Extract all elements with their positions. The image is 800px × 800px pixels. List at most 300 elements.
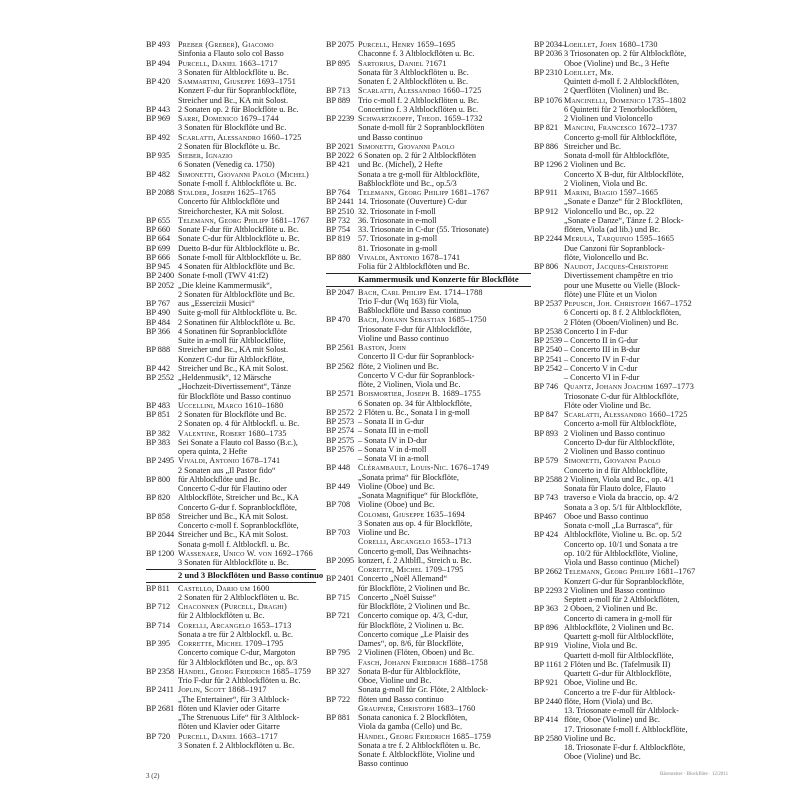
entry-text: Concerto op. 10/1 und Sonata a tre xyxy=(564,539,678,549)
entry-text: Suite g-moll für Altblockflöte u. Bc. xyxy=(178,308,297,318)
catalog-number xyxy=(326,179,358,188)
composer-heading xyxy=(326,288,531,297)
entry-text: 4 Sonatinen für Sopranblockflöte xyxy=(178,326,287,336)
catalog-number: BP 2495 xyxy=(146,456,175,466)
catalog-entry xyxy=(146,244,316,253)
composer-heading xyxy=(534,68,734,77)
entry-text: Sonaten f. 2 Altblockflöten u. Bc. xyxy=(358,77,469,86)
catalog-number xyxy=(534,632,564,641)
entry-text: 17. Triosonate f-moll f. Altblockflöte, xyxy=(564,724,688,734)
catalog-entry xyxy=(326,584,531,593)
catalog-entry xyxy=(534,114,734,123)
entry-text: Sartorius, Daniel ?1671 xyxy=(358,58,447,68)
catalog-number: BP 492 xyxy=(146,132,171,142)
entry-text: aus „Essercizii Musici“ xyxy=(178,299,255,308)
catalog-entry xyxy=(146,704,316,713)
catalog-number: BP 912 xyxy=(534,206,559,216)
composer-heading xyxy=(326,315,531,324)
entry-text: Concerto II C-dur für Sopranblock- xyxy=(358,352,475,362)
composer-heading xyxy=(534,410,734,419)
catalog-entry xyxy=(146,438,316,447)
catalog-number xyxy=(146,86,178,95)
composer-heading xyxy=(326,510,531,519)
catalog-entry xyxy=(534,133,734,142)
catalog-number: BP 969 xyxy=(146,114,171,123)
catalog-entry xyxy=(326,160,531,169)
catalog-number: BP 395 xyxy=(146,639,171,648)
composer-heading xyxy=(326,658,531,667)
catalog-number xyxy=(534,308,564,317)
entry-text: Quintett d-moll f. 2 Altblockflöten, xyxy=(564,77,680,86)
catalog-entry xyxy=(534,308,734,317)
catalog-number: BP 1076 xyxy=(534,95,563,105)
entry-text: 2 Oboen, 2 Violinen und Bc. xyxy=(564,604,658,614)
catalog-entry xyxy=(534,503,734,512)
entry-text: Concerto in d für Altblockflöte, xyxy=(564,465,668,475)
composer-heading xyxy=(146,133,316,142)
entry-text: Concerto V C-dur für Sopranblock- xyxy=(358,370,475,380)
entry-text: 3 Sonaten für Blockflöte und Bc. xyxy=(178,123,287,133)
entry-text: Sarri, Domenico 1679–1744 xyxy=(178,114,279,123)
catalog-number xyxy=(534,614,564,623)
composer-heading xyxy=(326,704,531,713)
entry-text: 2 Violinen (Flöten, Oboen) und Bc. xyxy=(358,648,475,658)
catalog-number: BP 708 xyxy=(326,500,351,510)
catalog-entry xyxy=(534,577,734,586)
catalog-entry xyxy=(146,382,316,391)
catalog-number xyxy=(534,466,564,475)
entry-text: 2 Querflöten (Violinen) und Bc. xyxy=(564,86,669,96)
entry-text: 2 Sonaten für Blockflöte u. Bc. xyxy=(178,141,281,151)
catalog-entry xyxy=(326,685,531,694)
catalog-number: BP 666 xyxy=(146,252,171,262)
catalog-entry xyxy=(326,371,531,380)
catalog-number: BP 699 xyxy=(146,243,171,253)
entry-text: Scarlatti, Alessandro 1660–1725 xyxy=(564,410,688,419)
catalog-entry xyxy=(146,466,316,475)
entry-text: 2 Violinen und Basso continuo xyxy=(564,428,665,438)
entry-text: Baßblockflöte und Bc., op.5/3 xyxy=(358,178,457,188)
catalog-number: BP 811 xyxy=(146,583,170,593)
catalog-entry xyxy=(326,426,531,435)
catalog-entry xyxy=(534,660,734,669)
catalog-entry xyxy=(534,725,734,734)
entry-text: 2 Violinen und Basso continuo xyxy=(564,585,665,595)
entry-text: flöte, 2 Violinen und Bc. xyxy=(358,361,439,371)
catalog-number xyxy=(326,704,358,713)
entry-text: flöte) une Flûte et un Violon xyxy=(564,289,657,299)
catalog-entry xyxy=(326,334,531,343)
catalog-entry xyxy=(146,530,316,539)
catalog-number: BP 858 xyxy=(146,511,171,521)
section-heading xyxy=(146,569,324,582)
catalog-number xyxy=(534,401,564,410)
entry-text: 36. Triosonate in e-moll xyxy=(358,215,437,225)
catalog-number xyxy=(326,602,358,611)
catalog-entry xyxy=(146,262,316,271)
entry-text: Sonata a tre g-moll für Altblockflöte, xyxy=(358,169,480,179)
entry-text: – Concerto IV in F-dur xyxy=(564,354,640,364)
catalog-number xyxy=(326,759,358,768)
catalog-number: BP 795 xyxy=(326,648,351,658)
entry-text: „Sonata Magnifique“ für Blockflöte, xyxy=(358,491,479,500)
entry-text: für Blockflöte, 2 Violinen und Bc. xyxy=(358,583,470,593)
composer-heading xyxy=(534,382,734,391)
entry-text: Bach, Johann Sebastian 1685–1750 xyxy=(358,315,487,325)
catalog-entry xyxy=(326,528,531,537)
catalog-entry xyxy=(534,179,734,188)
catalog-entry xyxy=(326,417,531,426)
catalog-entry xyxy=(326,593,531,602)
catalog-number: BP 893 xyxy=(534,428,559,438)
catalog-number xyxy=(534,179,564,188)
catalog-number: BP 743 xyxy=(534,493,559,503)
entry-text: Folia für 2 Altblockflöten und Bc. xyxy=(358,262,470,271)
entry-text: Trio F-dur für 2 Altblockflöten u. Bc. xyxy=(178,676,301,685)
catalog-entry xyxy=(326,68,531,77)
entry-text: Streicher und Bc., KA mit Solost. xyxy=(178,511,289,521)
catalog-entry xyxy=(534,364,734,373)
entry-text: Violoncello und Bc., op. 22 xyxy=(564,206,655,216)
entry-text: Violine und Basso continuo xyxy=(358,333,449,343)
entry-text: Sonata d-moll für Altblockflöte, xyxy=(564,151,670,160)
catalog-column-1 xyxy=(146,40,324,750)
composer-heading xyxy=(146,114,316,123)
entry-text: flöte, Violoncello und Bc. xyxy=(564,252,649,262)
composer-heading xyxy=(326,463,531,472)
catalog-number xyxy=(534,271,564,280)
catalog-number xyxy=(326,306,358,315)
catalog-number xyxy=(534,743,564,752)
composer-heading xyxy=(326,142,531,151)
catalog-number xyxy=(326,133,358,142)
catalog-entry xyxy=(534,438,734,447)
entry-text: flöten und Klavier oder Gitarre xyxy=(178,722,280,732)
entry-text: Graupner, Christoph 1683–1760 xyxy=(358,703,476,713)
composer-heading xyxy=(146,401,316,410)
entry-text: 2 Sonatinen für Altblockflöte u. Bc. xyxy=(178,317,296,327)
entry-text: Sei Sonate a Flauto col Basso (B.c.), xyxy=(178,437,298,447)
entry-text: Uccellini, Marco 1610–1680 xyxy=(178,400,284,410)
entry-text: flöten, Viola (ad lib.) und Bc. xyxy=(564,225,661,234)
entry-text: Corrette, Michel 1709–1795 xyxy=(358,565,464,574)
composer-heading xyxy=(326,732,531,741)
catalog-number: BP 2293 xyxy=(534,585,563,595)
catalog-entry xyxy=(326,676,531,685)
catalog-entry xyxy=(534,688,734,697)
catalog-number xyxy=(534,549,564,558)
catalog-number: BP 660 xyxy=(146,225,171,234)
entry-text: Loeillet, Mr. xyxy=(564,67,614,77)
entry-text: 4 Sonaten für Altblockflöte und Bc. xyxy=(178,262,295,271)
composer-heading xyxy=(146,639,316,648)
catalog-number: BP 921 xyxy=(534,678,559,688)
catalog-entry xyxy=(326,436,531,445)
catalog-entry xyxy=(534,586,734,595)
publisher-footer: Bärenreiter · Blockflöte · 12/2011 xyxy=(660,772,729,777)
catalog-entry xyxy=(326,207,531,216)
entry-text: Sinfonia a Flauto solo col Basso xyxy=(178,49,284,59)
catalog-number xyxy=(534,419,564,428)
entry-text: Castello, Dario um 1600 xyxy=(178,583,270,593)
entry-text: 13. Triosonate e-moll für Altblock- xyxy=(564,706,679,715)
catalog-entry xyxy=(534,318,734,327)
entry-text: – Sonata III in e-moll xyxy=(358,426,429,436)
catalog-number: BP 2044 xyxy=(146,530,175,540)
catalog-entry xyxy=(146,281,316,290)
entry-text: und Basso continuo xyxy=(358,132,423,142)
catalog-number: BP 2540 xyxy=(534,345,563,355)
catalog-entry xyxy=(326,611,531,620)
catalog-number: BP 2021 xyxy=(326,141,355,151)
entry-text: Purcell, Henry 1659–1695 xyxy=(358,40,456,49)
catalog-column-3 xyxy=(534,40,734,762)
entry-text: 14. Triosonate (Ouverture) C-dur xyxy=(358,197,467,207)
catalog-number: BP 847 xyxy=(534,410,559,419)
catalog-number xyxy=(534,595,564,604)
catalog-number: BP 2572 xyxy=(326,407,355,417)
catalog-number: BP 945 xyxy=(146,262,171,271)
entry-text: Vivaldi, Antonio 1678–1741 xyxy=(178,456,281,466)
catalog-entry xyxy=(146,593,316,602)
entry-text: „Die kleine Kammermusik“, xyxy=(178,280,272,290)
catalog-number xyxy=(534,253,564,262)
catalog-entry xyxy=(534,197,734,206)
entry-text: Concerto di camera in g-moll für xyxy=(564,613,672,623)
catalog-number: BP 881 xyxy=(326,713,351,722)
catalog-number: BP 2440 xyxy=(534,696,563,706)
entry-text: Altblockflöte, 2 Violinen und Bc. xyxy=(564,622,674,632)
catalog-entry xyxy=(326,750,531,759)
entry-text: für 3 Altblockflöten und Bc., op. 8/3 xyxy=(178,657,298,667)
entry-text: Viola und Basso continuo (Michel) xyxy=(564,558,680,567)
catalog-number xyxy=(326,105,358,114)
catalog-number xyxy=(534,725,564,734)
catalog-number xyxy=(326,750,358,759)
entry-text: Joplin, Scott 1868–1917 xyxy=(178,685,267,695)
catalog-number xyxy=(146,447,178,456)
catalog-entry xyxy=(326,454,531,463)
catalog-number xyxy=(534,133,564,142)
catalog-number xyxy=(534,86,564,95)
catalog-number xyxy=(534,651,564,660)
entry-text: – Sonata V in d-moll xyxy=(358,444,427,454)
catalog-number: BP 327 xyxy=(326,666,351,676)
entry-text: flöte, 2 Violinen, Viola und Bc. xyxy=(358,380,461,389)
entry-text: Concerto comique C-dur, Margoton xyxy=(178,648,296,658)
catalog-number: BP 935 xyxy=(146,151,171,160)
catalog-entry xyxy=(146,336,316,345)
catalog-number xyxy=(146,648,178,657)
catalog-entry xyxy=(534,466,734,475)
catalog-entry xyxy=(146,713,316,722)
catalog-entry xyxy=(326,380,531,389)
composer-heading xyxy=(146,732,316,741)
catalog-entry xyxy=(326,556,531,565)
composer-heading xyxy=(534,262,734,271)
catalog-number xyxy=(326,352,358,361)
entry-text: 2 Sonaten aus „Il Pastor fido“ xyxy=(178,465,276,475)
catalog-entry xyxy=(326,297,531,306)
catalog-number: BP 895 xyxy=(326,58,351,68)
composer-heading xyxy=(146,40,316,49)
catalog-entry xyxy=(326,96,531,105)
entry-text: Quartett G-dur für Altblockflöte, xyxy=(564,669,672,678)
entry-text: Pepusch, Joh. Christoph 1667–1752 xyxy=(564,299,692,308)
entry-text: Sonata B-dur für Altblockflöte, xyxy=(358,666,461,676)
catalog-number xyxy=(326,621,358,630)
catalog-number xyxy=(326,380,358,389)
catalog-number xyxy=(146,466,178,475)
catalog-number xyxy=(326,399,358,408)
catalog-number xyxy=(326,547,358,556)
catalog-number xyxy=(534,706,564,715)
catalog-entry xyxy=(146,123,316,132)
catalog-entry xyxy=(534,632,734,641)
catalog-number: BP 664 xyxy=(146,234,171,244)
composer-heading xyxy=(146,549,316,558)
composer-heading xyxy=(146,188,316,197)
entry-text: Sonate C-dur für Altblockflöte u. Bc. xyxy=(178,234,300,244)
catalog-entry xyxy=(326,408,531,417)
catalog-number xyxy=(146,96,178,105)
catalog-number: BP 2588 xyxy=(534,474,563,484)
catalog-entry xyxy=(534,281,734,290)
composer-heading xyxy=(146,602,316,611)
catalog-number xyxy=(146,336,178,345)
catalog-number: BP 482 xyxy=(146,169,171,179)
entry-text: 2 Violinen und Bc. xyxy=(564,160,626,170)
catalog-number: BP 2358 xyxy=(146,666,175,676)
catalog-entry xyxy=(146,447,316,456)
catalog-number: BP 722 xyxy=(326,694,351,704)
catalog-entry xyxy=(534,59,734,68)
entry-text: konzert, f. 2 Altblfl., Streich u. Bc. xyxy=(358,555,472,565)
catalog-number xyxy=(534,290,564,299)
catalog-number: BP 655 xyxy=(146,215,171,225)
entry-text: Sonate f-moll für Altblockflöte u. Bc. xyxy=(178,252,302,262)
catalog-entry xyxy=(146,345,316,354)
catalog-entry xyxy=(326,722,531,731)
entry-text: „Heldenmusik“, 12 Märsche xyxy=(178,373,272,382)
entry-text: Streicher und Bc. xyxy=(564,141,622,151)
entry-text: Sonate F-dur für Altblockflöte u. Bc. xyxy=(178,225,299,234)
entry-text: flöte, Oboe (Violine) und Bc. xyxy=(564,715,660,725)
catalog-entry xyxy=(326,695,531,704)
catalog-number: BP 2561 xyxy=(326,343,355,352)
catalog-number: BP 896 xyxy=(534,622,559,632)
catalog-entry xyxy=(534,512,734,521)
catalog-number: BP 889 xyxy=(326,95,351,105)
entry-text: Purcell, Daniel 1663–1717 xyxy=(178,58,278,68)
catalog-entry xyxy=(534,641,734,650)
entry-text: Triosonate F-dur für Altblockflöte, xyxy=(358,324,472,334)
entry-text: Vivaldi, Antonio 1678–1741 xyxy=(358,252,461,262)
catalog-entry xyxy=(534,105,734,114)
catalog-entry xyxy=(326,482,531,491)
entry-text: für Altblockflöte und Bc. xyxy=(178,474,261,484)
entry-text: – Sonata II in G-dur xyxy=(358,417,424,426)
catalog-column-2 xyxy=(326,40,531,769)
catalog-entry xyxy=(534,678,734,687)
catalog-number xyxy=(146,630,178,639)
entry-text: „Hochzeit-Divertissement“, Tänze xyxy=(178,382,292,392)
catalog-entry xyxy=(146,373,316,382)
composer-heading xyxy=(146,584,316,593)
entry-text: Boismortier, Joseph B. 1689–1755 xyxy=(358,389,481,399)
catalog-list xyxy=(534,40,734,762)
catalog-number xyxy=(326,244,358,253)
catalog-number xyxy=(146,419,178,428)
catalog-number xyxy=(326,510,358,519)
entry-text: Viola da gamba (Cello) und Bc. xyxy=(358,722,463,732)
catalog-entry xyxy=(534,392,734,401)
catalog-entry xyxy=(534,475,734,484)
entry-text: Flöte oder Violine und Bc. xyxy=(564,400,651,410)
catalog-entry xyxy=(534,706,734,715)
catalog-entry xyxy=(146,392,316,401)
entry-text: Baßblockflöte und Basso continuo xyxy=(358,306,472,315)
catalog-entry xyxy=(146,484,316,493)
catalog-number xyxy=(534,392,564,401)
catalog-number xyxy=(146,484,178,493)
entry-text: Sieber, Ignazio xyxy=(178,151,233,160)
composer-heading xyxy=(534,234,734,243)
catalog-entry xyxy=(146,86,316,95)
catalog-entry xyxy=(534,336,734,345)
entry-text: – Concerto III in B-dur xyxy=(564,345,640,355)
entry-text: für Blockflöte, 2 Violinen und Bc. xyxy=(358,602,470,611)
catalog-entry xyxy=(534,401,734,410)
entry-text: Duetto B-dur für Altblockflöte u. Bc. xyxy=(178,243,300,253)
catalog-number xyxy=(146,540,178,549)
entry-text: Sonate d-moll für 2 Sopranblockflöten xyxy=(358,123,485,133)
catalog-list xyxy=(326,40,531,769)
catalog-entry xyxy=(326,621,531,630)
entry-text: Simonetti, Giovanni Paolo xyxy=(564,456,661,466)
entry-text: Streicher und Bc., KA mit Solost. xyxy=(178,363,289,373)
entry-text: Streicher und Bc., KA mit Solost. xyxy=(178,345,289,355)
catalog-number: BP 2575 xyxy=(326,435,355,445)
composer-heading xyxy=(146,456,316,465)
entry-text: Due Canzoni für Sopranblock- xyxy=(564,243,665,253)
catalog-number xyxy=(326,371,358,380)
entry-text: Merula, Tarquinio 1595–1665 xyxy=(564,234,675,244)
catalog-entry xyxy=(146,68,316,77)
catalog-entry xyxy=(146,648,316,657)
catalog-number xyxy=(326,741,358,750)
entry-text: Concerto a-moll für Altblockflöte, xyxy=(564,419,677,429)
entry-text: Corelli, Arcangelo 1653–1713 xyxy=(178,620,292,630)
catalog-number xyxy=(534,447,564,456)
catalog-list xyxy=(146,40,324,750)
entry-text: 3 Triosonaten op. 2 für Altblockflöte, xyxy=(564,49,687,59)
composer-heading xyxy=(326,537,531,546)
catalog-number xyxy=(146,290,178,299)
entry-text: Dames“, op. 8/6, für Blockflöte, xyxy=(358,639,464,648)
catalog-number: BP 2095 xyxy=(326,555,355,565)
composer-heading xyxy=(146,59,316,68)
catalog-entry xyxy=(146,658,316,667)
entry-text: Mancinelli, Domenico 1735–1802 xyxy=(564,95,687,105)
catalog-number xyxy=(326,297,358,306)
catalog-number xyxy=(326,732,358,741)
catalog-entry xyxy=(146,197,316,206)
entry-text: Sonata a 3 op. 5/1 für Altblockflöte, xyxy=(564,502,682,512)
entry-text: – Sonata VI in a-moll xyxy=(358,454,429,463)
catalog-entry xyxy=(146,318,316,327)
catalog-entry xyxy=(146,105,316,114)
